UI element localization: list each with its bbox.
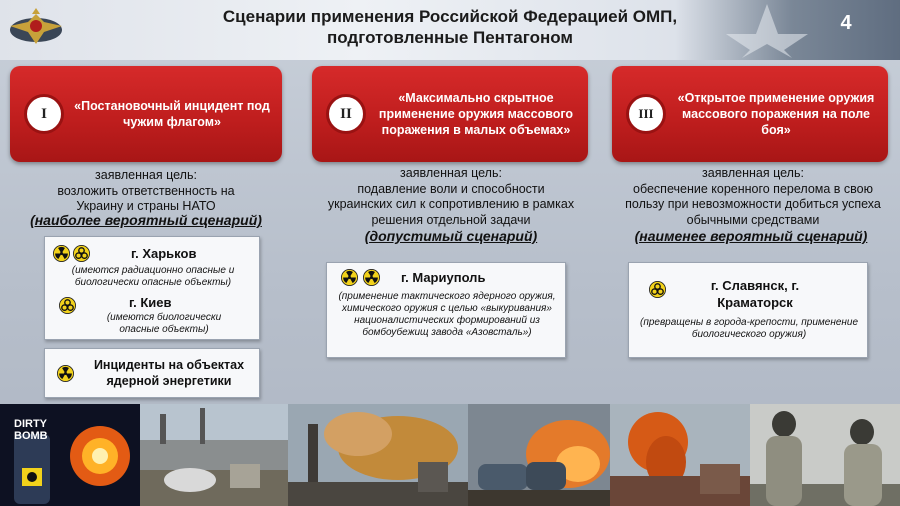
nuclear-incidents-text: Инциденты на объектах ядерной энергетики bbox=[93, 358, 245, 388]
scenario-1-numeral: I bbox=[24, 94, 64, 134]
scenario-2-numeral: II bbox=[326, 94, 366, 134]
bomb-text: BOMB bbox=[14, 430, 48, 442]
scenario-3-verdict: (наименее вероятный сценарий) bbox=[634, 228, 868, 244]
city-box-kharkiv-kiev bbox=[44, 236, 260, 340]
biohazard-icon bbox=[59, 297, 76, 314]
scenario-3-numeral: III bbox=[626, 94, 666, 134]
biohazard-icon bbox=[649, 281, 666, 298]
scenario-2-goal-text: подавление воли и способности украинских сил к сопротивлению в рамках решения отдельной задачи bbox=[327, 181, 575, 227]
city-box-slavyansk-kramatorsk bbox=[628, 262, 868, 358]
radiation-icon bbox=[341, 269, 358, 286]
title-line-2: подготовленные Пентагоном bbox=[327, 28, 573, 47]
nuclear-incidents-box bbox=[44, 348, 260, 398]
scenario-1-verdict: (наиболее вероятный сценарий) bbox=[30, 212, 262, 228]
star-logo-icon bbox=[722, 0, 812, 58]
scenario-3-goal-label: заявленная цель: bbox=[702, 166, 804, 180]
scenario-3-goal bbox=[612, 166, 894, 228]
slide-header bbox=[0, 0, 900, 60]
scenario-2-goal-label: заявленная цель: bbox=[400, 166, 502, 180]
city-name-kiev: г. Киев bbox=[129, 295, 172, 310]
photo-orange-cloud bbox=[610, 404, 750, 506]
city-note-slavyansk-kramatorsk: (превращены в города-крепости, применение биологического оружия) bbox=[639, 317, 859, 340]
dirty-bomb-label bbox=[14, 418, 48, 442]
page-title bbox=[150, 6, 750, 48]
photo-dirty-bomb bbox=[0, 404, 140, 506]
page-number: 4 bbox=[840, 12, 852, 34]
biohazard-icon bbox=[73, 245, 90, 262]
title-line-1: Сценарии применения Российской Федерацией ОМП, bbox=[222, 7, 678, 26]
photo-strip bbox=[0, 404, 900, 506]
city-box-mariupol bbox=[326, 262, 566, 358]
radiation-icon bbox=[53, 245, 70, 262]
scenario-1-goal-text: возложить ответственность на Украину и страны НАТО bbox=[57, 183, 235, 213]
photo-hazmat-soldiers bbox=[750, 404, 900, 506]
scenario-3-header bbox=[612, 66, 888, 162]
scenario-3-goal-text: обеспечение коренного перелома в свою пользу при невозможности добиться успеха обычными средствами bbox=[625, 181, 881, 227]
scenario-3-title: «Открытое применение оружия массового поражения на поле боя» bbox=[677, 91, 875, 137]
radiation-icon bbox=[57, 365, 74, 382]
photo-train-fire bbox=[468, 404, 610, 506]
scenario-1-goal-label: заявленная цель: bbox=[95, 168, 197, 182]
city-note-mariupol: (применение тактического ядерного оружия, химического оружия с целью «выкуривания» националистических формирований из бомбоубежищ завода «Азовсталь») bbox=[338, 291, 556, 338]
city-name-slavyansk-kramatorsk: г. Славянск, г. Краматорск bbox=[710, 278, 800, 310]
photo-smoke-plant bbox=[288, 404, 468, 506]
city-name-kharkiv: г. Харьков bbox=[131, 246, 197, 261]
scenario-2-title: «Максимально скрытное применение оружия массового поражения в малых объемах» bbox=[378, 91, 574, 137]
scenario-2-header bbox=[312, 66, 588, 162]
city-note-kharkiv: (имеются радиационно опасные и биологически опасные объекты) bbox=[71, 265, 235, 288]
scenario-2-verdict: (допустимый сценарий) bbox=[364, 228, 538, 244]
chemical-icon bbox=[363, 269, 380, 286]
eagle-emblem-icon bbox=[8, 4, 64, 52]
scenario-1-header bbox=[10, 66, 282, 162]
city-note-kiev: (имеются биологически опасные объекты) bbox=[106, 312, 222, 335]
dirty-text: DIRTY bbox=[14, 418, 47, 430]
city-name-mariupol: г. Мариуполь bbox=[401, 270, 486, 285]
scenario-1-title: «Постановочный инцидент под чужим флагом» bbox=[74, 99, 270, 129]
scenario-1-goal bbox=[10, 168, 282, 215]
photo-industrial-site bbox=[140, 404, 288, 506]
scenario-2-goal bbox=[318, 166, 584, 228]
